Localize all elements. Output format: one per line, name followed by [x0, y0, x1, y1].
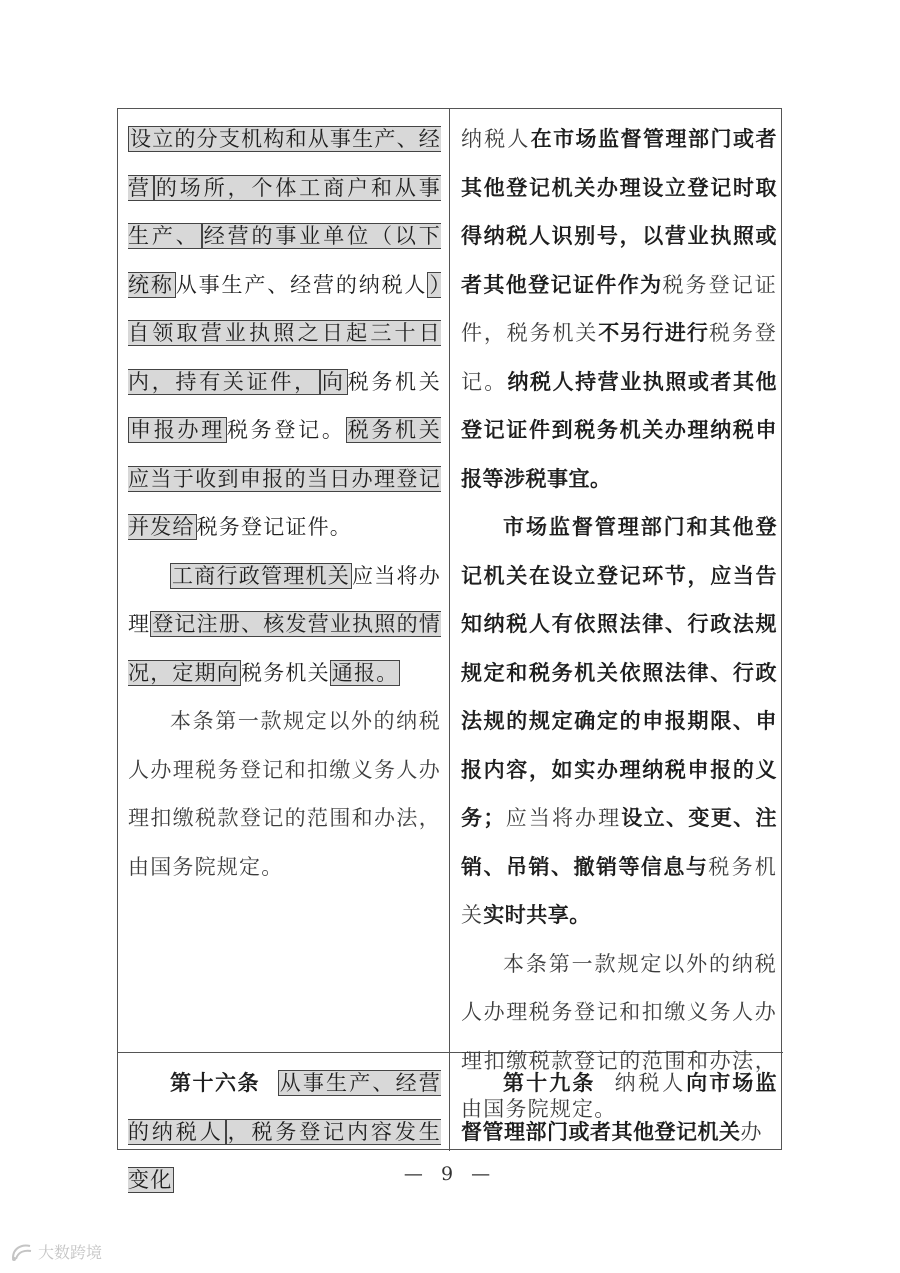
right-paragraph-1	[461, 115, 777, 503]
bold-text: 市场监督管理部门和其他登记机关在设立登记环节，应当告知纳税人有依照法律、行政法规规定和税务机关依照法律、行政法规的规定确定的申报期限、申报内容，如实办理纳税申报的义务；	[461, 515, 777, 830]
plain-text: 税务登记。	[461, 321, 777, 394]
bold-text: 设立、变更、注销、吊销、撤销等信息与	[461, 806, 778, 879]
page-number: — 9 —	[403, 1163, 497, 1185]
highlight-box: 经营的事业单位（以下统称	[128, 224, 441, 297]
right-article-19	[461, 1059, 777, 1156]
left-paragraph-3: 本条第一款规定以外的纳税人办理税务登记和扣缴义务人办理扣缴税款登记的范围和办法，由国务院规定。	[128, 709, 441, 879]
highlight-box: 从事生产、经营的纳税人	[128, 1071, 442, 1144]
bold-text: 实时共享。	[483, 903, 591, 927]
plain-text: 税务登记证件。	[196, 515, 353, 539]
plain-text: 办	[740, 1119, 763, 1144]
bold-text: 纳税人持营业执照或者其他登记证件到税务机关办理纳税申报等涉税事宜。	[461, 369, 778, 491]
article-number: 第十六条	[170, 1071, 260, 1095]
plain-text: 税务机关	[347, 369, 441, 394]
right-paragraph-2	[461, 503, 777, 940]
plain-text: 应当将办理	[128, 563, 441, 636]
highlight-box: ，税务登记内容发生变化	[128, 1119, 441, 1192]
left-column-cell-top	[118, 109, 450, 1053]
watermark	[10, 1240, 102, 1263]
plain-text: 应当将办理	[504, 806, 622, 830]
plain-text: 税务机关	[461, 854, 778, 927]
watermark-text: 大数跨境	[38, 1243, 103, 1262]
highlight-box: 向	[321, 369, 346, 394]
plain-text: 纳税人	[614, 1071, 687, 1095]
right-column-cell-bottom	[450, 1053, 783, 1151]
highlight-box: 申报办理	[130, 418, 225, 442]
plain-text: 税务机关	[241, 660, 330, 685]
left-column-cell-bottom	[118, 1053, 450, 1192]
right-paragraph-3: 本条第一款规定以外的纳税人办理税务登记和扣缴义务人办理扣缴税款登记的范围和办法，由国务院规定。	[461, 951, 777, 1121]
highlight-box: 工商行政管理机关	[172, 563, 351, 588]
plain-text: 纳税人	[461, 127, 531, 151]
left-paragraph-1	[128, 115, 441, 552]
highlight-box: 税务机关应当于收到申报的当日办理登记并发给	[128, 418, 441, 539]
highlight-box: 通报。	[331, 660, 399, 685]
left-paragraph-2	[128, 552, 441, 698]
plain-text: 税务机关	[506, 321, 599, 345]
bold-text: 在市场监督管理部门或者其他登记机关办理设立登记时取得纳税人识别号，以营业执照或者其他登记证件作为	[461, 127, 777, 297]
comparison-table	[117, 108, 782, 1192]
plain-text: 税务登记。	[226, 418, 346, 442]
bold-text: 不另行进行	[598, 321, 710, 345]
article-number: 第十九条	[503, 1071, 596, 1095]
plain-text: 从事生产、经营的纳税人	[175, 272, 428, 297]
plain-text: 税务登记证件，	[461, 272, 778, 345]
highlight-box: 登记注册、核发营业执照的情况，定期向	[128, 612, 441, 685]
brand-logo-icon	[10, 1242, 34, 1262]
highlight-box: ）自领取营业执照之日起三十日内，持有关证件，	[128, 272, 442, 394]
highlight-box: 的场所，个体工商户和从事生产、	[128, 175, 441, 248]
bold-text: 向市场监督管理部门或者其他登记机关	[461, 1071, 777, 1144]
highlight-box: 设立的分支机构和从事生产、经营	[128, 127, 441, 200]
